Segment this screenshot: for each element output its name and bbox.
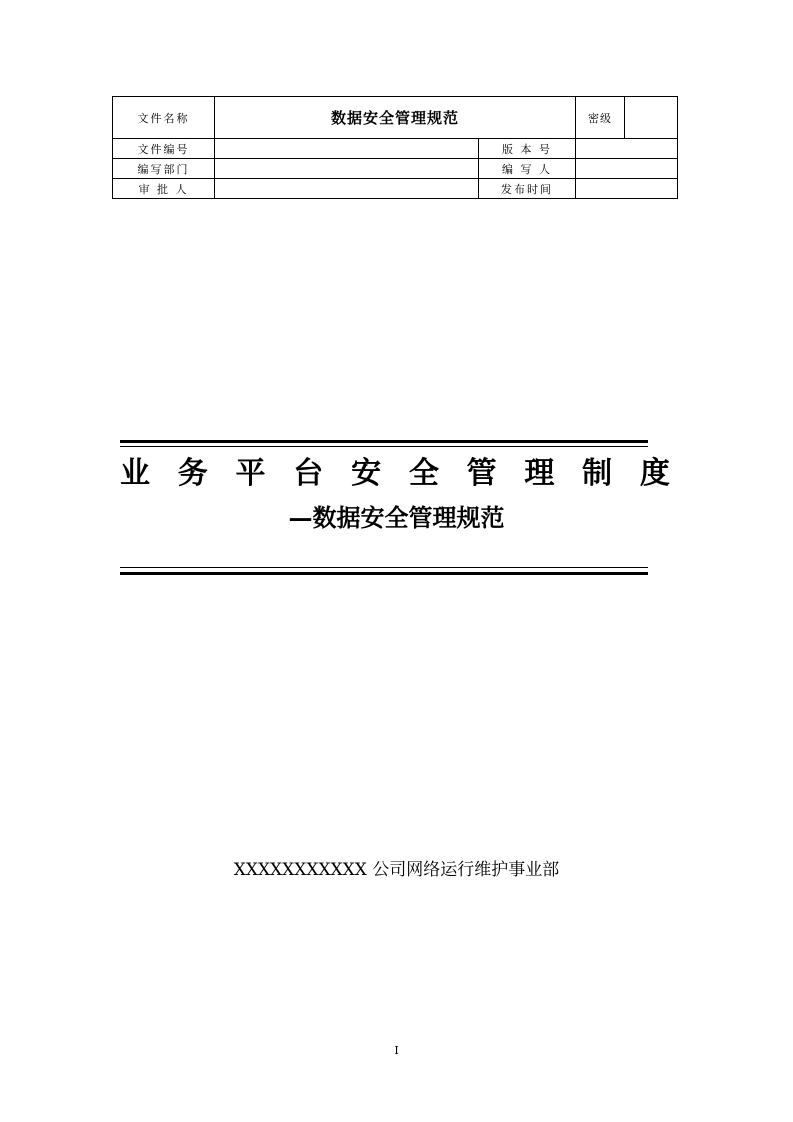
department-label: 编写部门 <box>113 159 215 179</box>
title-char: 全 <box>408 456 439 491</box>
title-char: 务 <box>177 456 208 491</box>
file-number-value <box>215 139 479 159</box>
title-char: 业 <box>120 456 150 491</box>
title-rule-top-thick <box>120 440 648 443</box>
file-number-label: 文件编号 <box>113 139 215 159</box>
approver-label: 审 批 人 <box>113 179 215 199</box>
release-date-label: 发布时间 <box>479 179 576 199</box>
title-rule-top-thin <box>120 446 648 447</box>
file-name-value: 数据安全管理规范 <box>215 97 576 139</box>
department-value <box>215 159 479 179</box>
author-label: 编 写 人 <box>479 159 576 179</box>
subtitle: —数据安全管理规范 <box>288 503 505 532</box>
table-row <box>113 97 678 139</box>
title-char: 理 <box>524 456 555 491</box>
title-char: 管 <box>466 456 497 491</box>
table-row <box>113 139 678 159</box>
organization-name: XXXXXXXXXXX 公司网络运行维护事业部 <box>233 860 560 880</box>
version-value <box>576 139 678 159</box>
file-name-label: 文件名称 <box>113 97 215 139</box>
title-char: 制 <box>582 456 613 491</box>
secret-level-value <box>625 97 678 139</box>
table-row <box>113 159 678 179</box>
title-char: 安 <box>351 456 382 491</box>
secret-level-label: 密级 <box>576 97 625 139</box>
approver-value <box>215 179 479 199</box>
author-value <box>576 159 678 179</box>
table-row <box>113 179 678 199</box>
page-number: I <box>394 1044 399 1057</box>
document-info-table <box>112 96 678 199</box>
main-title <box>120 454 670 494</box>
release-date-value <box>576 179 678 199</box>
title-char: 平 <box>235 456 266 491</box>
version-label: 版 本 号 <box>479 139 576 159</box>
title-rule-bottom-thick <box>120 572 648 575</box>
title-rule-bottom-thin <box>120 567 648 568</box>
title-char: 台 <box>293 456 324 491</box>
title-char: 度 <box>639 456 670 491</box>
